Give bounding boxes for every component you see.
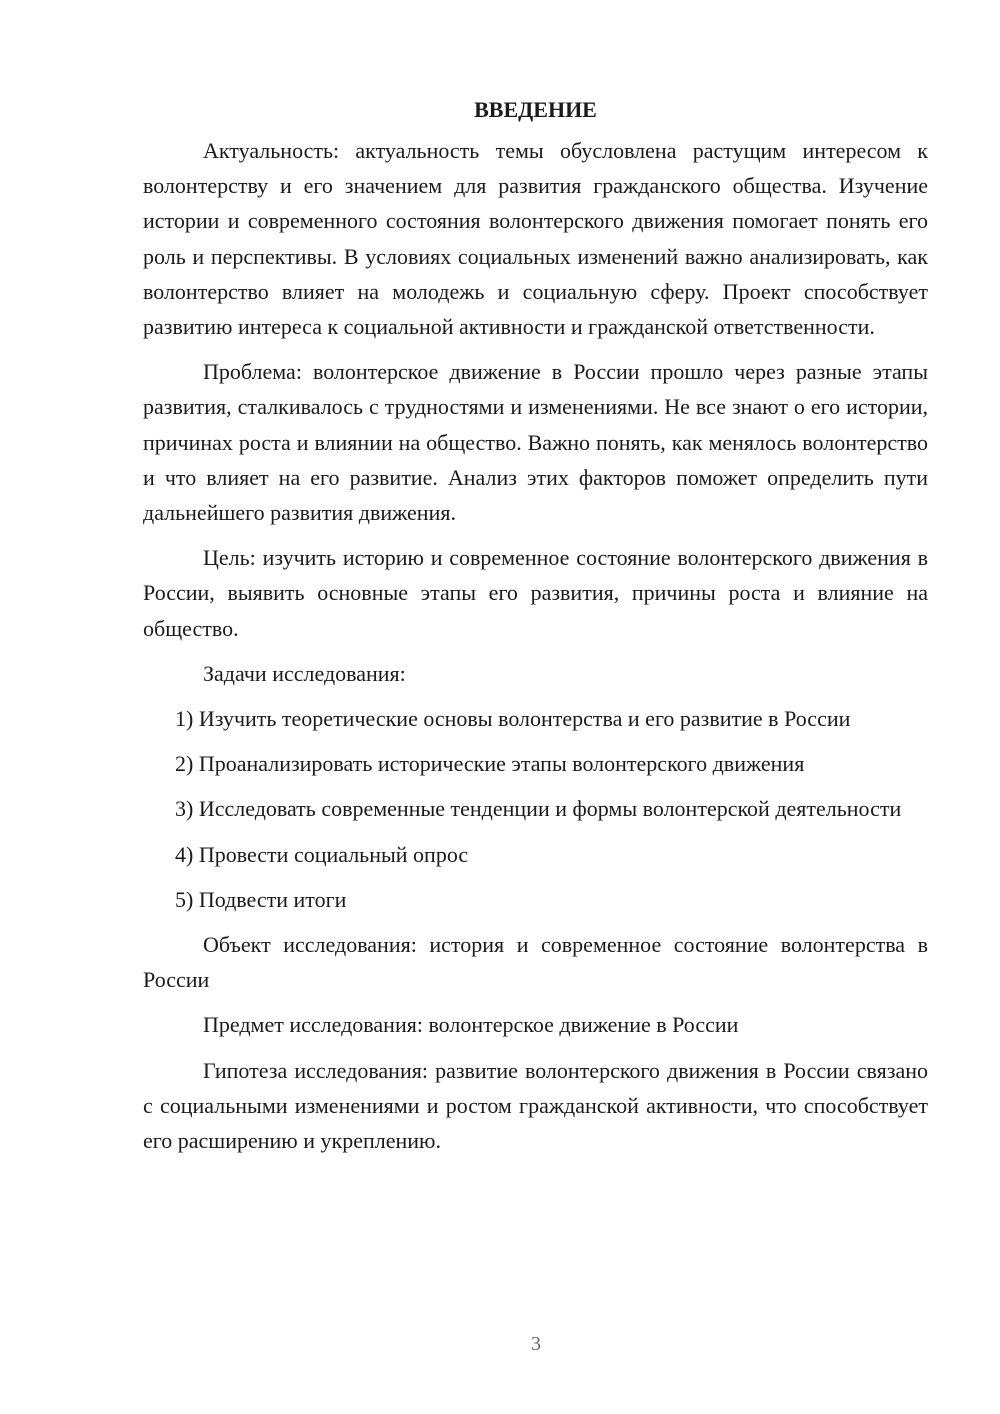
task-item: 4) Провести социальный опрос bbox=[175, 841, 469, 867]
subject-paragraph: Предмет исследования: волонтерское движение в России bbox=[203, 1012, 739, 1038]
task-item: 1) Изучить теоретические основы волонтерства и его развитие в России bbox=[175, 706, 851, 732]
section-title: ВВЕДЕНИЕ bbox=[474, 97, 597, 122]
tasks-list bbox=[143, 701, 928, 917]
page-number: 3 bbox=[531, 1333, 541, 1355]
problem-paragraph: Проблема: волонтерское движение в России прошло через разные этапы развития, сталкивалось с трудностями и изменениями. Не все знают о его истории, причинах роста и влиянии на общество. Важно понять, как менялось волонтерство и что влияет на его развитие. Анализ этих факторов поможет определить пути дальнейшего развития движения. bbox=[143, 359, 928, 526]
task-item: 3) Исследовать современные тенденции и формы волонтерской деятельности bbox=[175, 796, 902, 822]
task-item: 5) Подвести итоги bbox=[175, 886, 347, 912]
task-item: 2) Проанализировать исторические этапы волонтерского движения bbox=[175, 751, 805, 777]
object-paragraph: Объект исследования: история и современное состояние волонтерства в России bbox=[143, 932, 928, 993]
goal-paragraph: Цель: изучить историю и современное состояние волонтерского движения в России, выявить основные этапы его развития, причины роста и влияние на общество. bbox=[143, 545, 928, 641]
tasks-heading: Задачи исследования: bbox=[203, 660, 406, 686]
hypothesis-paragraph: Гипотеза исследования: развитие волонтерского движения в России связано с социальными изменениями и ростом гражданской активности, что способствует его расширению и укреплению. bbox=[143, 1057, 928, 1154]
relevance-paragraph: Актуальность: актуальность темы обусловлена растущим интересом к волонтерству и его значением для развития гражданского общества. Изучение истории и современного состояния волонтерского движения помогает понять его роль и перспективы. В условиях социальных изменений важно анализировать, как волонтерство влияет на молодежь и социальную сферу. Проект способствует развитию интереса к социальной активности и гражданской ответственности. bbox=[143, 138, 928, 340]
document-page bbox=[143, 92, 928, 1168]
